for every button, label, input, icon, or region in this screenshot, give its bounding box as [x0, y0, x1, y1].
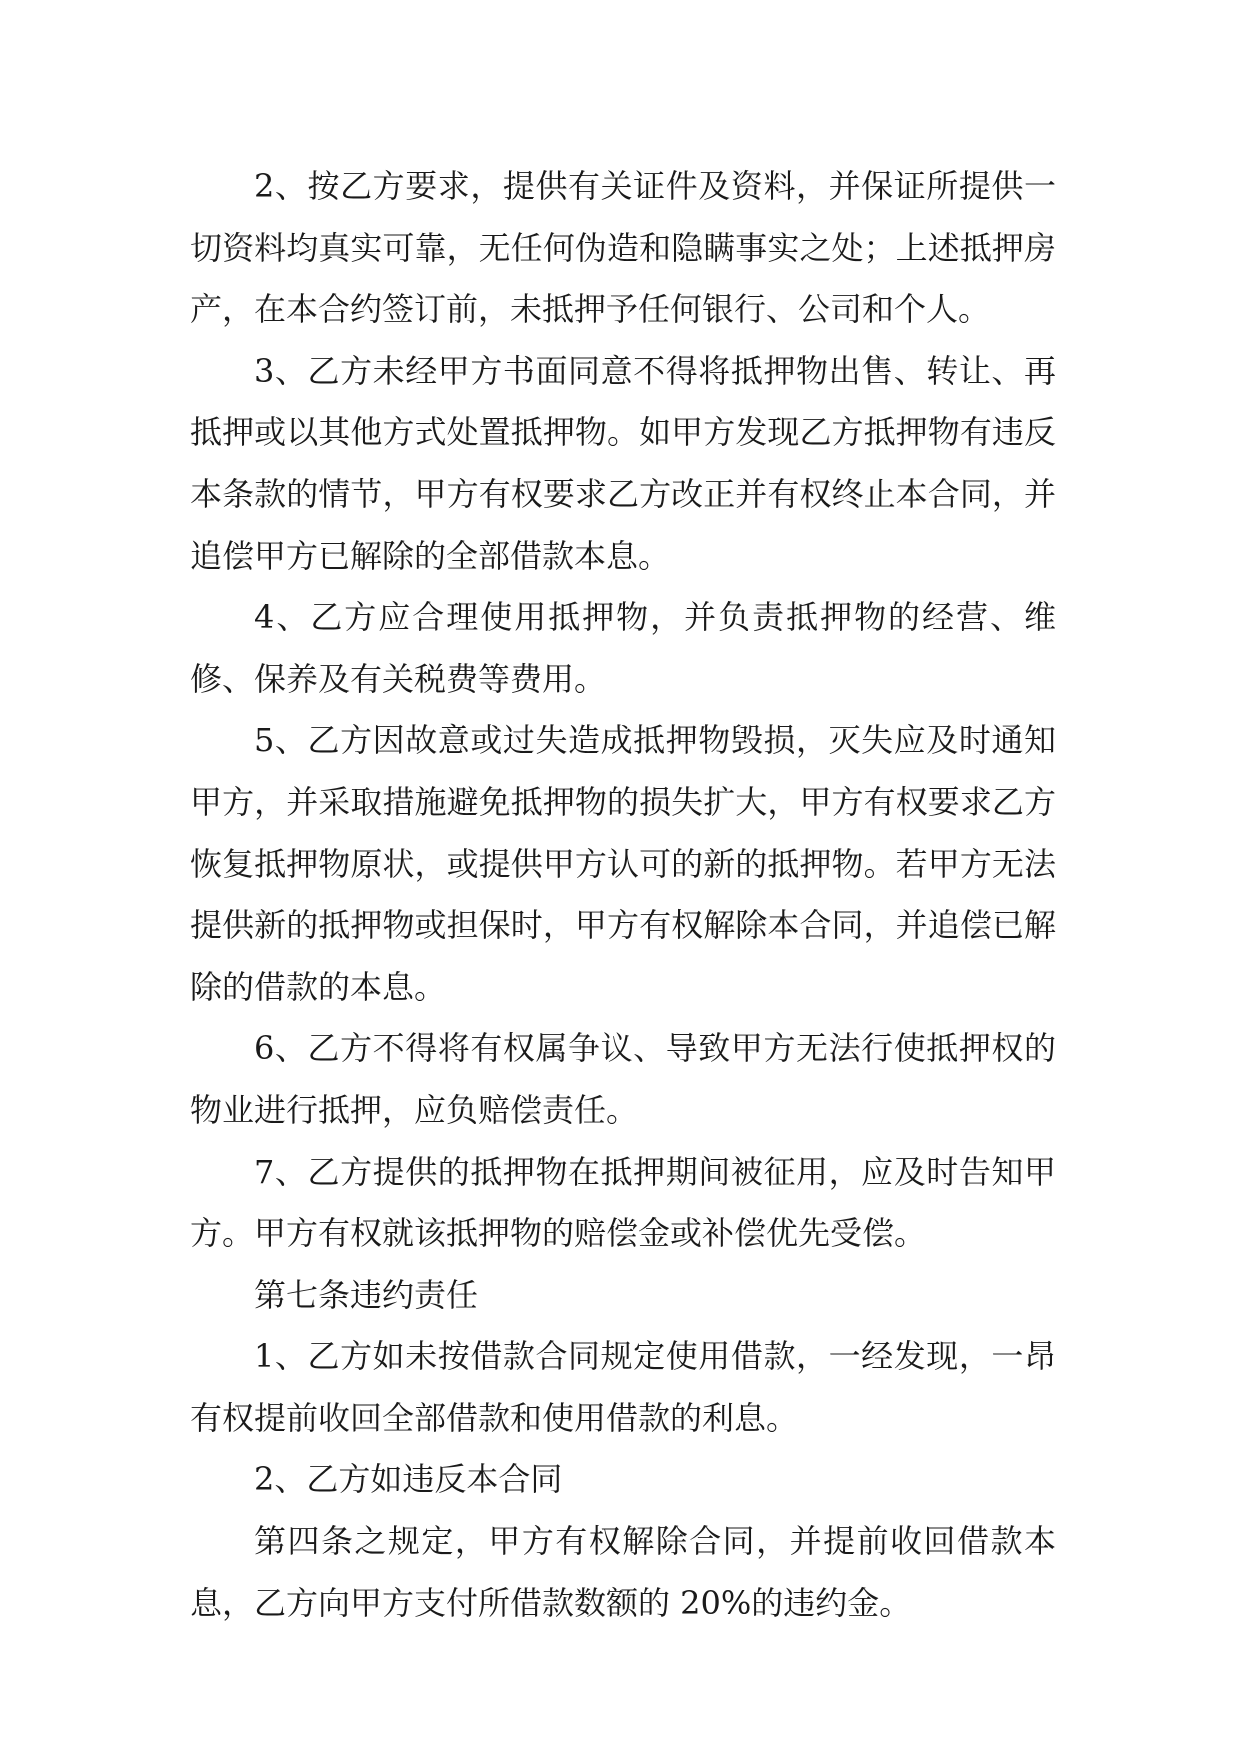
- breach-clause-2-continued: 第四条之规定，甲方有权解除合同，并提前收回借款本息，乙方向甲方支付所借款数额的 20%的违约金。: [190, 1522, 1056, 1622]
- breach-clause-2: 2、乙方如违反本合同: [254, 1460, 563, 1499]
- clause-4-proper-use: 4、乙方应合理使用抵押物，并负责抵押物的经营、维修、保养及有关税费等费用。: [190, 598, 1056, 698]
- breach-clause-1: 1、乙方如未按借款合同规定使用借款，一经发现，一昂有权提前收回全部借款和使用借款的利息。: [190, 1337, 1056, 1437]
- document-page: [190, 156, 1056, 1634]
- clause-2-provide-documents: 2、按乙方要求，提供有关证件及资料，并保证所提供一切资料均真实可靠，无任何伪造和隐瞒事实之处；上述抵押房产，在本合约签订前，未抵押予任何银行、公司和个人。: [190, 167, 1056, 329]
- clause-3-no-disposal-without-consent: 3、乙方未经甲方书面同意不得将抵押物出售、转让、再抵押或以其他方式处置抵押物。如甲方发现乙方抵押物有违反本条款的情节，甲方有权要求乙方改正并有权终止本合同，并追偿甲方已解除的全部借款本息。: [190, 351, 1056, 575]
- article-7-heading: 第七条违约责任: [254, 1275, 479, 1314]
- clause-7-expropriation: 7、乙方提供的抵押物在抵押期间被征用，应及时告知甲方。甲方有权就该抵押物的赔偿金或补偿优先受偿。: [190, 1152, 1056, 1253]
- clause-5-damage-notification: 5、乙方因故意或过失造成抵押物毁损，灭失应及时通知甲方，并采取措施避免抵押物的损失扩大，甲方有权要求乙方恢复抵押物原状，或提供甲方认可的新的抵押物。若甲方无法提供新的抵押物或担保时，甲方有权解除本合同，并追偿已解除的借款的本息。: [190, 721, 1056, 1006]
- clause-6-disputed-property: 6、乙方不得将有权属争议、导致甲方无法行使抵押权的物业进行抵押，应负赔偿责任。: [190, 1029, 1056, 1129]
